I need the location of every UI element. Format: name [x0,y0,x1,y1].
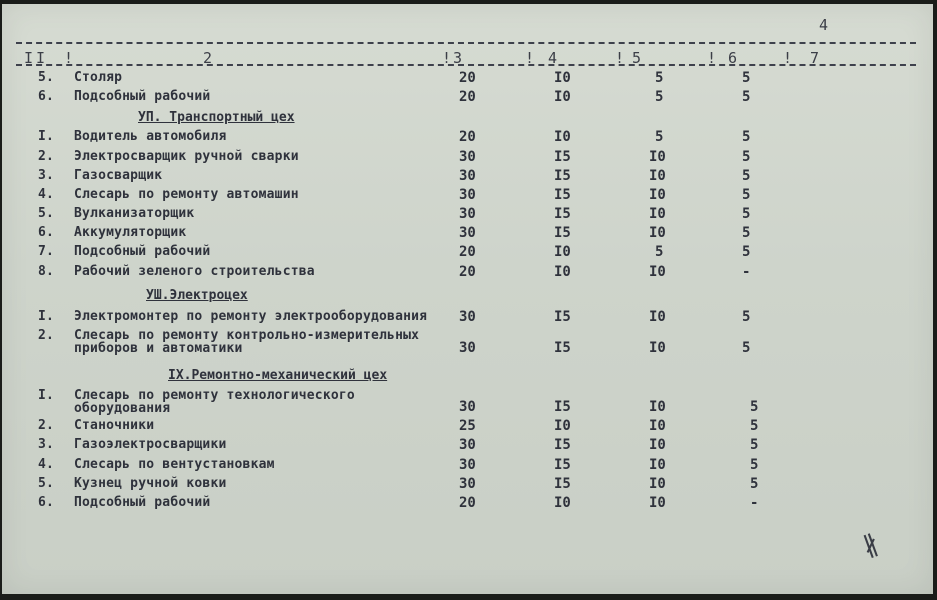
cell-col6: 5 [742,187,751,203]
row-name: Слесарь по вентустановкам [74,457,275,472]
row-name-continuation: оборудования [74,401,171,416]
col-header-5: 5 [632,49,642,67]
cell-col4: I5 [554,206,571,222]
cell-col3: 30 [459,457,476,473]
cell-col4: I0 [554,244,571,260]
cell-col4: I5 [554,187,571,203]
row-number: 6. [38,225,55,240]
row-number: 4. [38,457,55,472]
cell-col3: 20 [459,264,476,280]
cell-col3: 30 [459,149,476,165]
row-name: Аккумуляторщик [74,225,187,240]
column-separator: ! [783,49,793,67]
cell-col6: 5 [750,476,759,492]
row-number: I. [38,309,55,324]
cell-col3: 20 [459,244,476,260]
cell-col5: I0 [649,476,666,492]
cell-col4: I5 [554,309,571,325]
cell-col6: 5 [742,340,751,356]
column-separator: ! [525,49,535,67]
col-header-4: 4 [548,49,558,67]
cell-col3: 30 [459,309,476,325]
section-heading: УШ.Электроцех [146,288,248,303]
cell-col6: 5 [742,129,751,145]
cell-col4: I5 [554,340,571,356]
cell-col6: 5 [750,399,759,415]
cell-col4: I0 [554,264,571,280]
column-separator: ! [442,49,452,67]
cell-col5: I0 [649,309,666,325]
cell-col3: 30 [459,187,476,203]
col-header-2: 2 [203,49,213,67]
cell-col5: I0 [649,187,666,203]
cell-col4: I5 [554,168,571,184]
cell-col4: I5 [554,476,571,492]
row-number: 2. [38,149,55,164]
cell-col5: I0 [649,225,666,241]
cell-col5: I0 [649,264,666,280]
col-header-1: I [36,49,46,67]
cell-col6: 5 [750,457,759,473]
cell-col6: 5 [742,149,751,165]
cell-col4: I0 [554,129,571,145]
cell-col4: I0 [554,495,571,511]
cell-col3: 20 [459,495,476,511]
cell-col5: I0 [649,168,666,184]
col-header-7: 7 [810,49,820,67]
cell-col5: 5 [655,244,664,260]
cell-col5: I0 [649,206,666,222]
cell-col5: I0 [649,149,666,165]
document-page [2,4,933,594]
row-name: Подсобный рабочий [74,244,211,259]
col-header-3: 3 [453,49,463,67]
col-header-6: 6 [728,49,738,67]
cell-col5: I0 [649,437,666,453]
row-name: Слесарь по ремонту технологического [74,388,355,403]
cell-col5: I0 [649,418,666,434]
cell-col4: I5 [554,457,571,473]
header-rule-bottom [16,64,916,66]
row-number: 7. [38,244,55,259]
cell-col4: I5 [554,225,571,241]
cell-col6: 5 [750,437,759,453]
row-name: Вулканизаторщик [74,206,195,221]
cell-col3: 30 [459,340,476,356]
cell-col6: - [750,495,759,511]
cell-col4: I5 [554,149,571,165]
row-name: Газосварщик [74,168,163,183]
cell-col4: I5 [554,399,571,415]
row-number: 5. [38,476,55,491]
cell-col5: I0 [649,340,666,356]
cell-col4: I0 [554,89,571,105]
row-number: I. [38,388,55,403]
cell-col3: 25 [459,418,476,434]
row-name: Электромонтер по ремонту электрооборудования [74,309,428,324]
row-number: 3. [38,168,55,183]
row-name: Подсобный рабочий [74,495,211,510]
section-heading: УП. Транспортный цех [138,110,295,125]
row-number: 2. [38,418,55,433]
row-number: 6. [38,89,55,104]
cell-col5: 5 [655,129,664,145]
row-name: Электросварщик ручной сварки [74,149,299,164]
cell-col4: I0 [554,418,571,434]
row-name: Кузнец ручной ковки [74,476,227,491]
row-name: Газоэлектросварщики [74,437,227,452]
row-name: Подсобный рабочий [74,89,211,104]
row-name-continuation: приборов и автоматики [74,341,243,356]
row-number: 4. [38,187,55,202]
cell-col5: I0 [649,399,666,415]
cell-col6: 5 [742,309,751,325]
row-name: Станочники [74,418,155,433]
row-name: Столяр [74,70,123,85]
page-number: 4 [819,16,829,34]
row-number: 3. [38,437,55,452]
cell-col3: 20 [459,129,476,145]
row-number: 2. [38,328,55,343]
row-number: 5. [38,70,55,85]
cell-col3: 30 [459,437,476,453]
cell-col5: 5 [655,89,664,105]
cell-col6: - [742,264,751,280]
cell-col5: I0 [649,457,666,473]
column-separator: ! [64,49,74,67]
cell-col5: I0 [649,495,666,511]
column-separator: ! [707,49,717,67]
cell-col6: 5 [742,168,751,184]
cell-col6: 5 [742,206,751,222]
row-name: Рабочий зеленого строительства [74,264,315,279]
cell-col3: 30 [459,476,476,492]
row-name: Водитель автомобиля [74,129,227,144]
cell-col5: 5 [655,70,664,86]
cell-col6: 5 [742,225,751,241]
row-number: 8. [38,264,55,279]
cell-col3: 30 [459,225,476,241]
row-name: Слесарь по ремонту контрольно-измерительных [74,328,420,343]
column-separator: I [24,49,34,67]
handwritten-mark: ∦ [858,530,885,564]
row-number: 5. [38,206,55,221]
row-name: Слесарь по ремонту автомашин [74,187,299,202]
cell-col6: 5 [742,89,751,105]
cell-col3: 20 [459,70,476,86]
cell-col6: 5 [750,418,759,434]
cell-col3: 30 [459,168,476,184]
cell-col6: 5 [742,244,751,260]
cell-col3: 20 [459,89,476,105]
column-separator: ! [615,49,625,67]
header-rule-top [16,42,916,44]
cell-col4: I5 [554,437,571,453]
section-heading: IX.Ремонтно-механический цех [168,368,388,383]
row-number: 6. [38,495,55,510]
cell-col4: I0 [554,70,571,86]
cell-col3: 30 [459,206,476,222]
row-number: I. [38,129,55,144]
cell-col3: 30 [459,399,476,415]
cell-col6: 5 [742,70,751,86]
